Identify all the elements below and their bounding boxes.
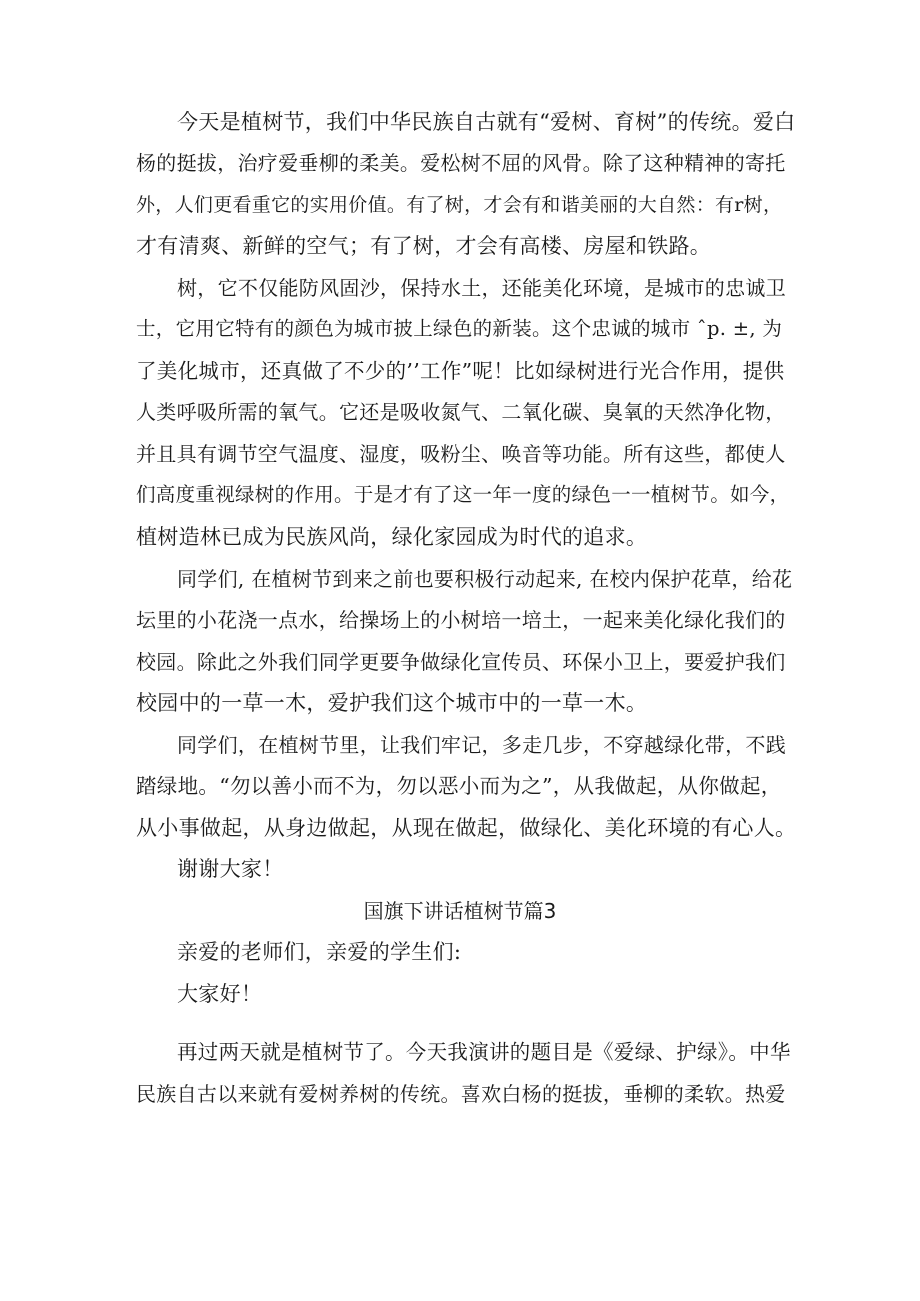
text-line: 同学们, 在植树节到来之前也要积极行动起来, 在校内保护花草，给花 (177, 567, 793, 591)
text-line: 了美化城市，还真做了不少的’’工作”呢！比如绿树进行光合作用，提供 (136, 359, 785, 383)
text-line: 再过两天就是植树节了。今天我演讲的题目是《爱绿、护绿》。中华 (177, 1040, 791, 1064)
text-line: 坛里的小花浇一点水，给操场上的小树培一培土，一起来美化绿化我们的 (136, 608, 786, 632)
text-line: 民族自古以来就有爱树养树的传统。喜欢白杨的挺拔，垂柳的柔软。热爱 (136, 1082, 786, 1106)
text-line: 并且具有调节空气温度、湿度，吸粉尘、唤音等功能。所有这些，都使人 (136, 442, 786, 466)
text-line: 植树造林已成为民族风尚，绿化家园成为时代的追求。 (136, 525, 648, 549)
text-line: 人类呼吸所需的氧气。它还是吸收氮气、二氧化碳、臭氧的天然净化物， (136, 400, 786, 424)
text-line: 校园。除此之外我们同学更要争做绿化宣传员、环保小卫上，要爱护我们 (136, 650, 786, 674)
text-line: 同学们，在植树节里，让我们牢记，多走几步，不穿越绿化带，不践 (177, 733, 786, 757)
text-line: 从小事做起，从身边做起，从现在做起，做绿化、美化环境的有心人。 (136, 816, 797, 840)
text-line: 士，它用它特有的颜色为城市披上绿色的新装。这个忠诚的城市 ˆp. ±, 为 (136, 317, 783, 340)
text-line: 们高度重视绿树的作用。于是才有了这一年一度的绿色一一植树节。如今， (136, 483, 790, 506)
section-heading: 国旗下讲话植树节篇3 (363, 899, 557, 923)
text-line: 才有清爽、新鲜的空气；有了树，才会有高楼、房屋和铁路。 (136, 234, 712, 258)
text-line: 今天是植树节，我们中华民族自古就有“爱树、育树”的传统。爱白 (177, 110, 796, 134)
text-line: 亲爱的老师们，亲爱的学生们: (177, 940, 462, 964)
text-line: 踏绿地。“勿以善小而不为，勿以恶小而为之”，从我做起，从你做起， (136, 774, 782, 798)
text-line: 杨的挺拔，治疗爱垂柳的柔美。爱松树不屈的风骨。除了这种精神的寄托 (136, 151, 786, 175)
text-line: 外，人们更看重它的实用价值。有了树，才会有和谐美丽的大自然：有r树， (136, 194, 783, 216)
text-line: 校园中的一草一木，爱护我们这个城市中的一草一木。 (136, 691, 648, 715)
text-line: 大家好！ (177, 982, 263, 1006)
text-line: 谢谢大家！ (177, 857, 284, 881)
text-line: 树，它不仅能防风固沙，保持水土，还能美化环境，是城市的忠诚卫 (177, 276, 786, 300)
